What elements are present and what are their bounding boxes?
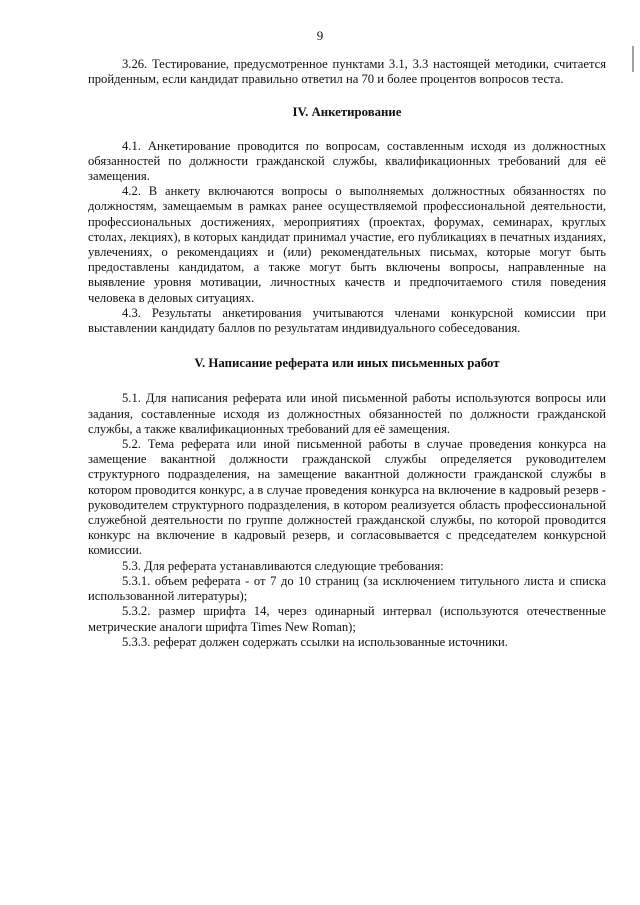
document-body: [88, 57, 606, 650]
paragraph-4-3: 4.3. Результаты анкетирования учитываются членами конкурсной комиссии при выставлении кандидату баллов по результатам индивидуального собеседования.: [88, 305, 606, 336]
scan-edge-mark: [632, 46, 634, 72]
paragraph-4-2: 4.2. В анкету включаются вопросы о выполняемых должностных обязанностях по должностям, замещаемым в рамках ранее осуществляемой профессиональной деятельности, профессиональных достижениях, мероприятиях (проектах, форумах, семинарах, круглых столах, лекциях), в которых кандидат принимал участие, его публикациях в печатных изданиях, увлечениях, о рекомендациях и (или) рекомендательных письмах, которые могут быть предоставлены кандидатом, а также могут быть включены вопросы, направленные на выявление уровня мотивации, личностных качеств и предпочитаемого стиля поведения человека в деловых ситуациях.: [88, 184, 606, 305]
page-number: 9: [316, 28, 324, 43]
spacer: [88, 371, 606, 391]
paragraph-5-3-1: 5.3.1. объем реферата - от 7 до 10 страниц (за исключением титульного листа и списка использованной литературы);: [88, 573, 606, 604]
paragraph-5-3-2: 5.3.2. размер шрифта 14, через одинарный интервал (используются отечественные метрические аналоги шрифта Times New Roman);: [88, 604, 606, 634]
paragraph-5-2: 5.2. Тема реферата или иной письменной работы в случае проведения конкурса на замещение вакантной должности гражданской службы определяется руководителем структурного подразделения, на замещение вакантной должности гражданской службы в котором проводится конкурс, а в случае проведения конкурса на включение в кадровый резерв - руководителем структурного подразделения, в котором реализуется область профессиональной служебной деятельности по группе должностей гражданской службы, по которой проводится конкурс на включение в кадровый резерв, и согласовывается с председателем конкурсной комиссии.: [88, 437, 606, 558]
paragraph-5-1: 5.1. Для написания реферата или иной письменной работы используются вопросы или задания, составленные исходя из должностных обязанностей по должности гражданской службы, а также квалификационных требований для её замещения.: [88, 391, 606, 436]
section-v-title: V. Написание реферата или иных письменных работ: [194, 356, 500, 371]
spacer: [88, 336, 606, 356]
section-iv-title: IV. Анкетирование: [292, 105, 402, 120]
paragraph-4-1: 4.1. Анкетирование проводится по вопросам, составленным исходя из должностных обязанностей по должности гражданской службы, квалификационных требований для её замещения.: [88, 138, 606, 184]
spacer: [88, 121, 606, 139]
paragraph-5-3-3: 5.3.3. реферат должен содержать ссылки на использованные источники.: [122, 634, 508, 649]
paragraph-3-26: 3.26. Тестирование, предусмотренное пунктами 3.1, 3.3 настоящей методики, считается пройденным, если кандидат правильно ответил на 70 и более процентов вопросов теста.: [88, 57, 606, 87]
paragraph-5-3: 5.3. Для реферата устанавливаются следующие требования:: [122, 558, 444, 573]
spacer: [88, 87, 606, 105]
